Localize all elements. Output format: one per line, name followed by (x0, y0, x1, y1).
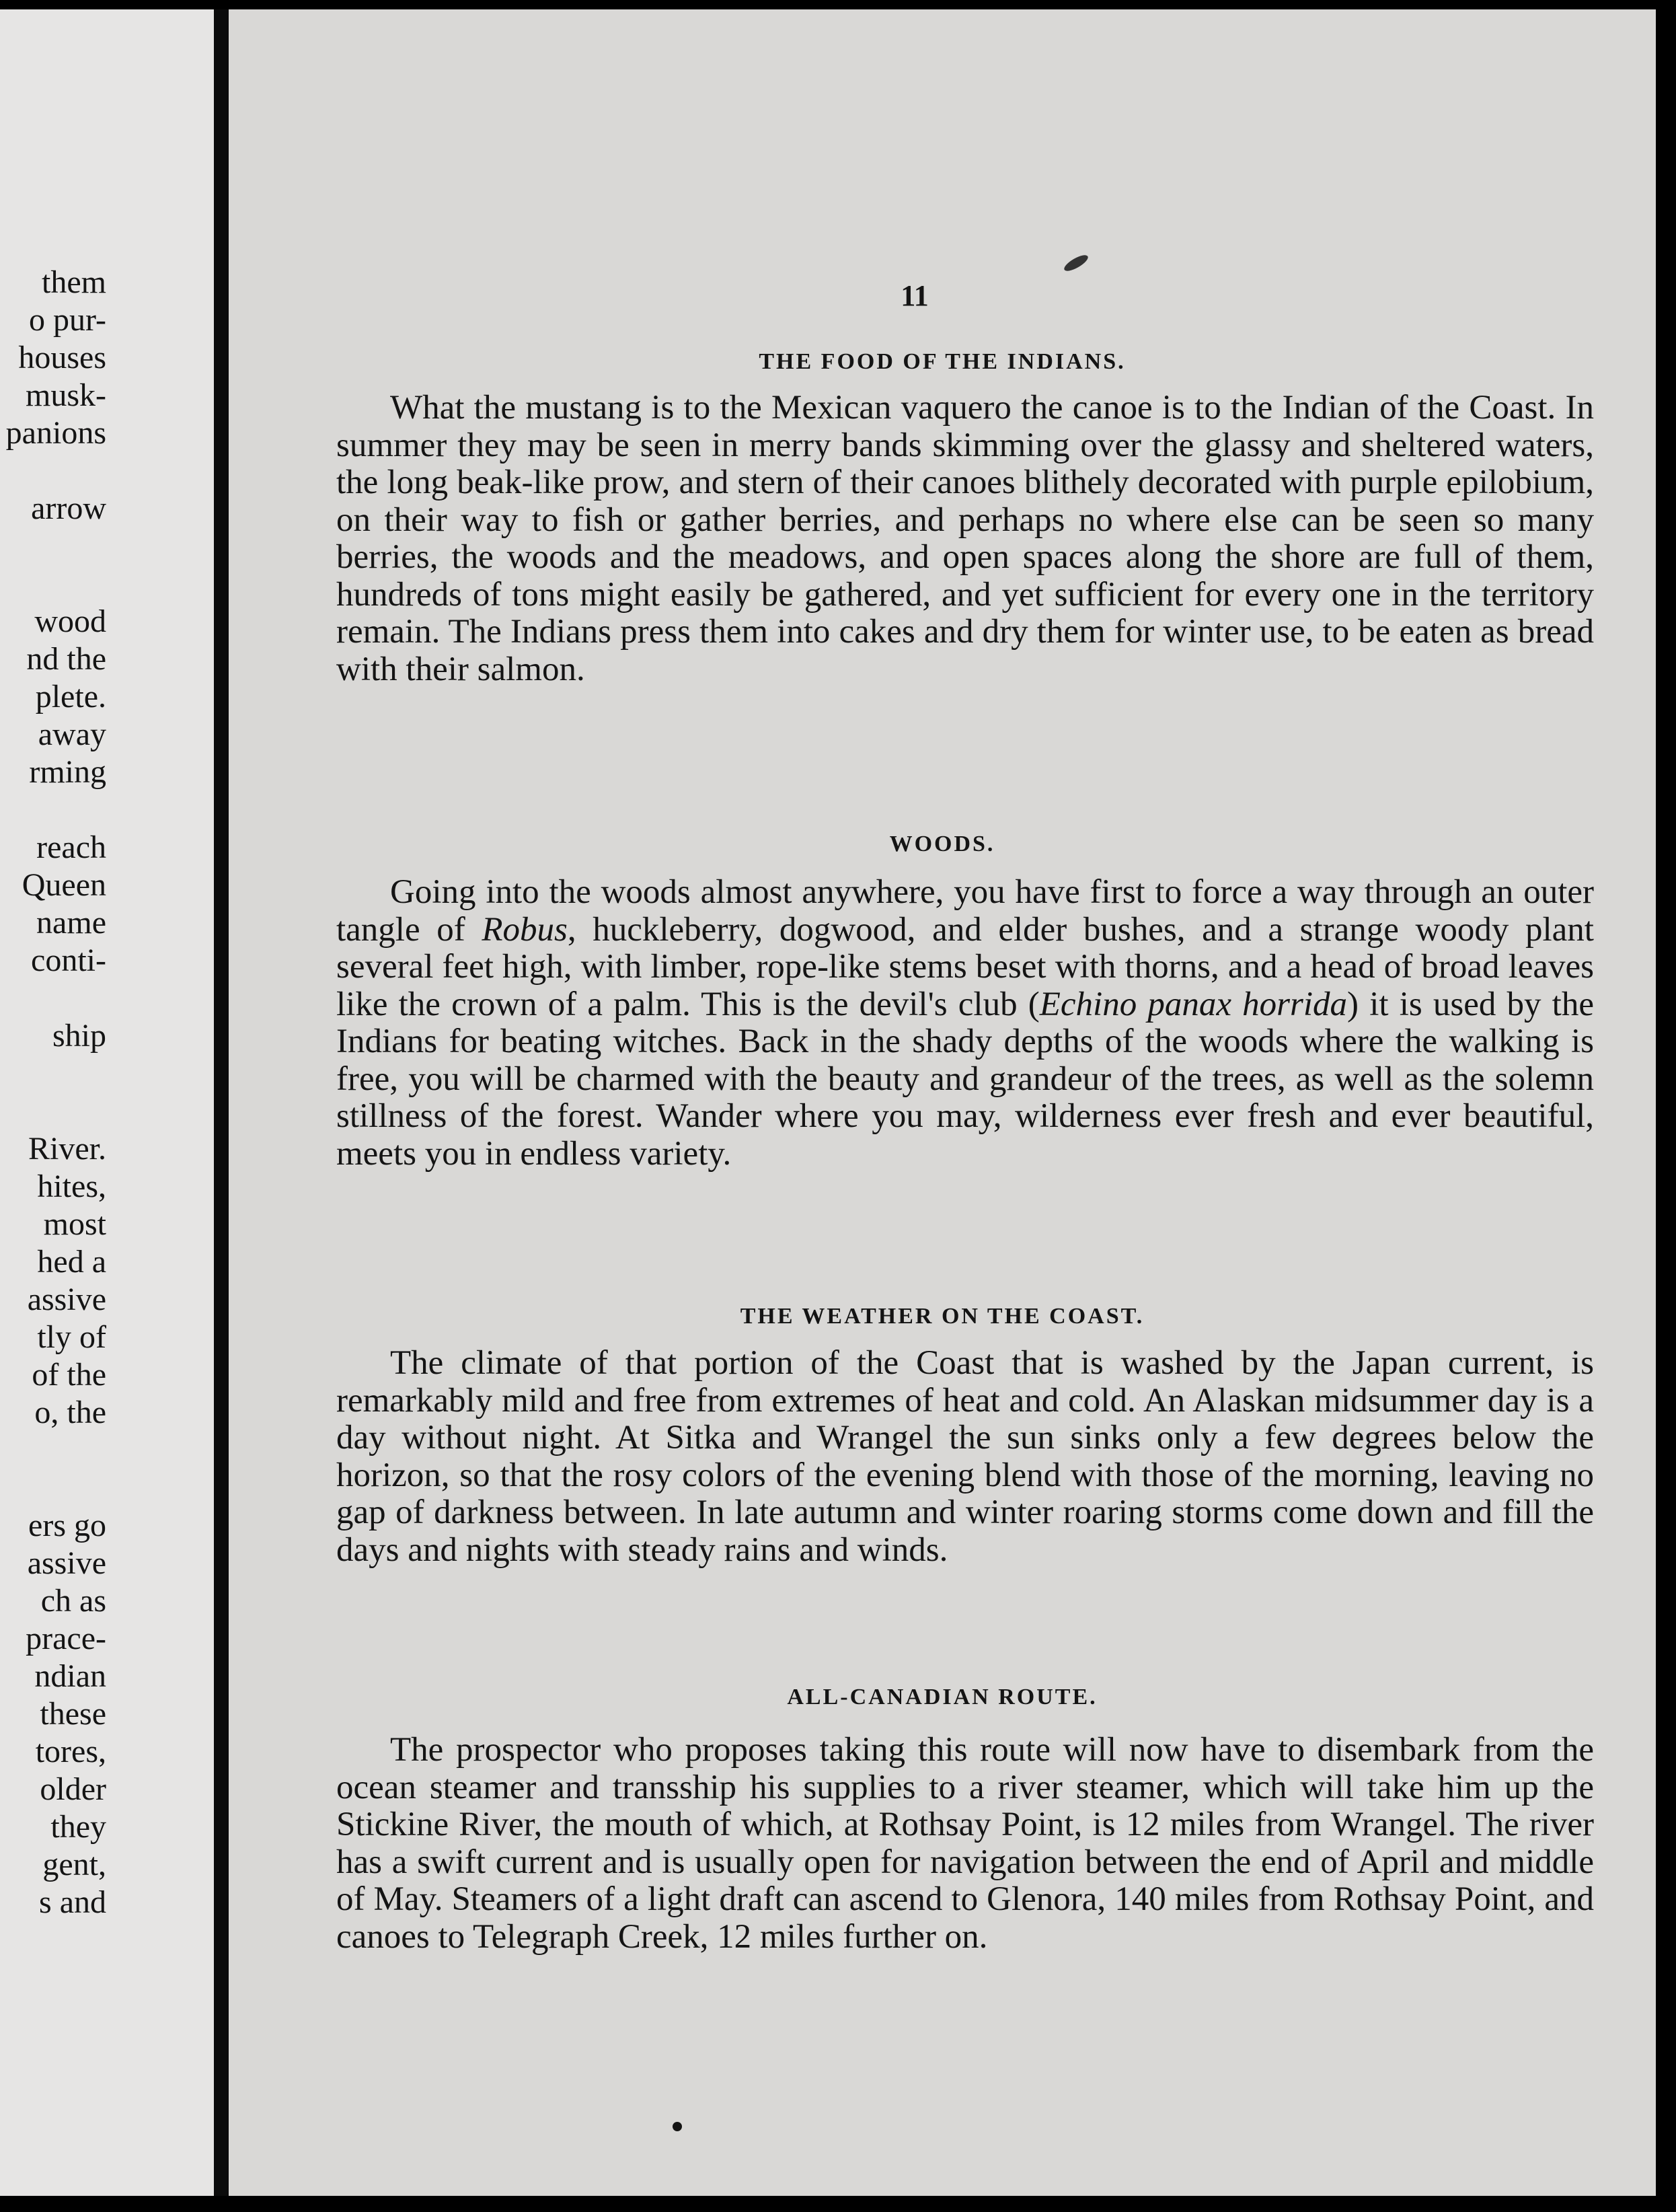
previous-page-fragment (0, 9, 214, 2196)
previous-page-line: these (40, 1696, 106, 1732)
heading-food-of-the-indians: THE FOOD OF THE INDIANS. (759, 349, 1126, 374)
text-run: , huckleberry, dogwood, and elder bushes, and a strange woody plant several feet high, with limber, rope-like stems beset with thorns, and a head of broad leaves like the crown of a palm. This is the devil's club ( (336, 910, 1594, 1023)
previous-page-line: assive (27, 1282, 106, 1317)
previous-page-line: reach (36, 830, 106, 865)
scan-border-top (0, 0, 1676, 9)
book-gutter (214, 9, 229, 2196)
paragraph-text: The climate of that portion of the Coast that is washed by the Japan current, is remarkably mild and free from extremes of heat and cold. An Alaskan midsummer day is a day without night. At Sitka and Wrangel the sun sinks only a few degrees below the horizon, so that the rosy colors of the evening blend with those of the morning, leaving no gap of darkness between. In late autumn and winter roaring storms come down and fill the days and nights with steady rains and winds. (336, 1344, 1594, 1569)
ink-smudge (1062, 252, 1090, 274)
page (229, 9, 1656, 2196)
page-number: 11 (901, 279, 929, 312)
scan-border-right (1656, 0, 1676, 2212)
paragraph-text (336, 874, 1594, 1173)
previous-page-line: rming (29, 754, 106, 790)
previous-page-line: tly of (37, 1319, 106, 1355)
genus-name: Robus (482, 910, 568, 949)
previous-page-line: plete. (35, 679, 106, 714)
previous-page-line: most (43, 1206, 106, 1242)
previous-page-line: older (40, 1771, 106, 1807)
previous-page-line: ch as (40, 1583, 106, 1619)
previous-page-line: Queen (22, 867, 106, 903)
scan-border-bottom (0, 2196, 1676, 2212)
previous-page-line: name (36, 905, 106, 941)
previous-page-line: o, the (34, 1395, 106, 1430)
previous-page-line: panions (5, 415, 106, 451)
previous-page-line: prace- (26, 1621, 106, 1656)
previous-page-line: ship (52, 1018, 106, 1054)
previous-page-line: River. (28, 1131, 106, 1167)
text-run: Going into the woods almost anywhere, you have first to force a way through an outer tangle of (336, 873, 1594, 949)
previous-page-line: o pur- (28, 302, 106, 338)
previous-page-line: they (50, 1809, 106, 1845)
previous-page-line: hed a (37, 1244, 106, 1280)
previous-page-line: musk- (26, 377, 106, 413)
latin-name: Echino panax horrida (1039, 985, 1348, 1023)
paragraph-all-canadian-route (336, 1732, 1594, 1956)
paragraph-weather (336, 1345, 1594, 1569)
previous-page-line: ers go (28, 1508, 106, 1543)
previous-page-line: houses (18, 340, 106, 375)
heading-all-canadian-route: ALL-CANADIAN ROUTE. (787, 1685, 1098, 1709)
ink-dot (673, 2122, 682, 2131)
previous-page-line: hites, (37, 1169, 106, 1204)
paragraph-text: The prospector who proposes taking this route will now have to disembark from the ocean steamer and transship his supplies to a river steamer, which will take him up the Stickine River, the mouth of which, at Rothsay Point, is 12 miles from Wrangel. The river has a swift current and is usually open for navigation between the end of April and middle of May. Steamers of a light draft can ascend to Glenora, 140 miles from Rothsay Point, and canoes to Telegraph Creek, 12 miles further on. (336, 1731, 1594, 1956)
text-run: ) it is used by the Indians for beating witches. Back in the shady depths of the woods where the walking is free, you will be charmed with the beauty and grandeur of the trees, as well as the solemn stillness of the forest. Wander where you may, wilderness ever fresh and ever beautiful, meets you in endless variety. (336, 985, 1594, 1173)
previous-page-line: away (38, 716, 106, 752)
previous-page-line: tores, (35, 1734, 106, 1769)
previous-page-line: s and (39, 1884, 106, 1920)
previous-page-line: nd the (26, 641, 106, 677)
heading-weather-on-the-coast: THE WEATHER ON THE COAST. (740, 1304, 1145, 1329)
previous-page-line: them (42, 264, 106, 300)
previous-page-line: arrow (31, 490, 106, 526)
previous-page-line: gent, (42, 1847, 106, 1882)
paragraph-woods (336, 874, 1594, 1173)
previous-page-line: conti- (31, 943, 106, 978)
heading-woods: WOODS. (889, 832, 995, 856)
paragraph-text: What the mustang is to the Mexican vaquero the canoe is to the Indian of the Coast. In summer they may be seen in merry bands skimming over the glassy and sheltered waters, the long beak-like prow, and stern of their canoes blithely decorated with purple epilobium, on their way to fish or gather berries, and perhaps no where else can be seen so many berries, the woods and the meadows, and open spaces along the shore are full of them, hundreds of tons might easily be gathered, and yet sufficient for every one in the territory remain. The Indians press them into cakes and dry them for winter use, to be eaten as bread with their salmon. (336, 389, 1594, 688)
previous-page-line: wood (34, 603, 106, 639)
previous-page-line: ndian (34, 1658, 106, 1694)
paragraph-food-of-the-indians (336, 390, 1594, 688)
previous-page-line: assive (27, 1545, 106, 1581)
previous-page-line: of the (32, 1357, 106, 1393)
